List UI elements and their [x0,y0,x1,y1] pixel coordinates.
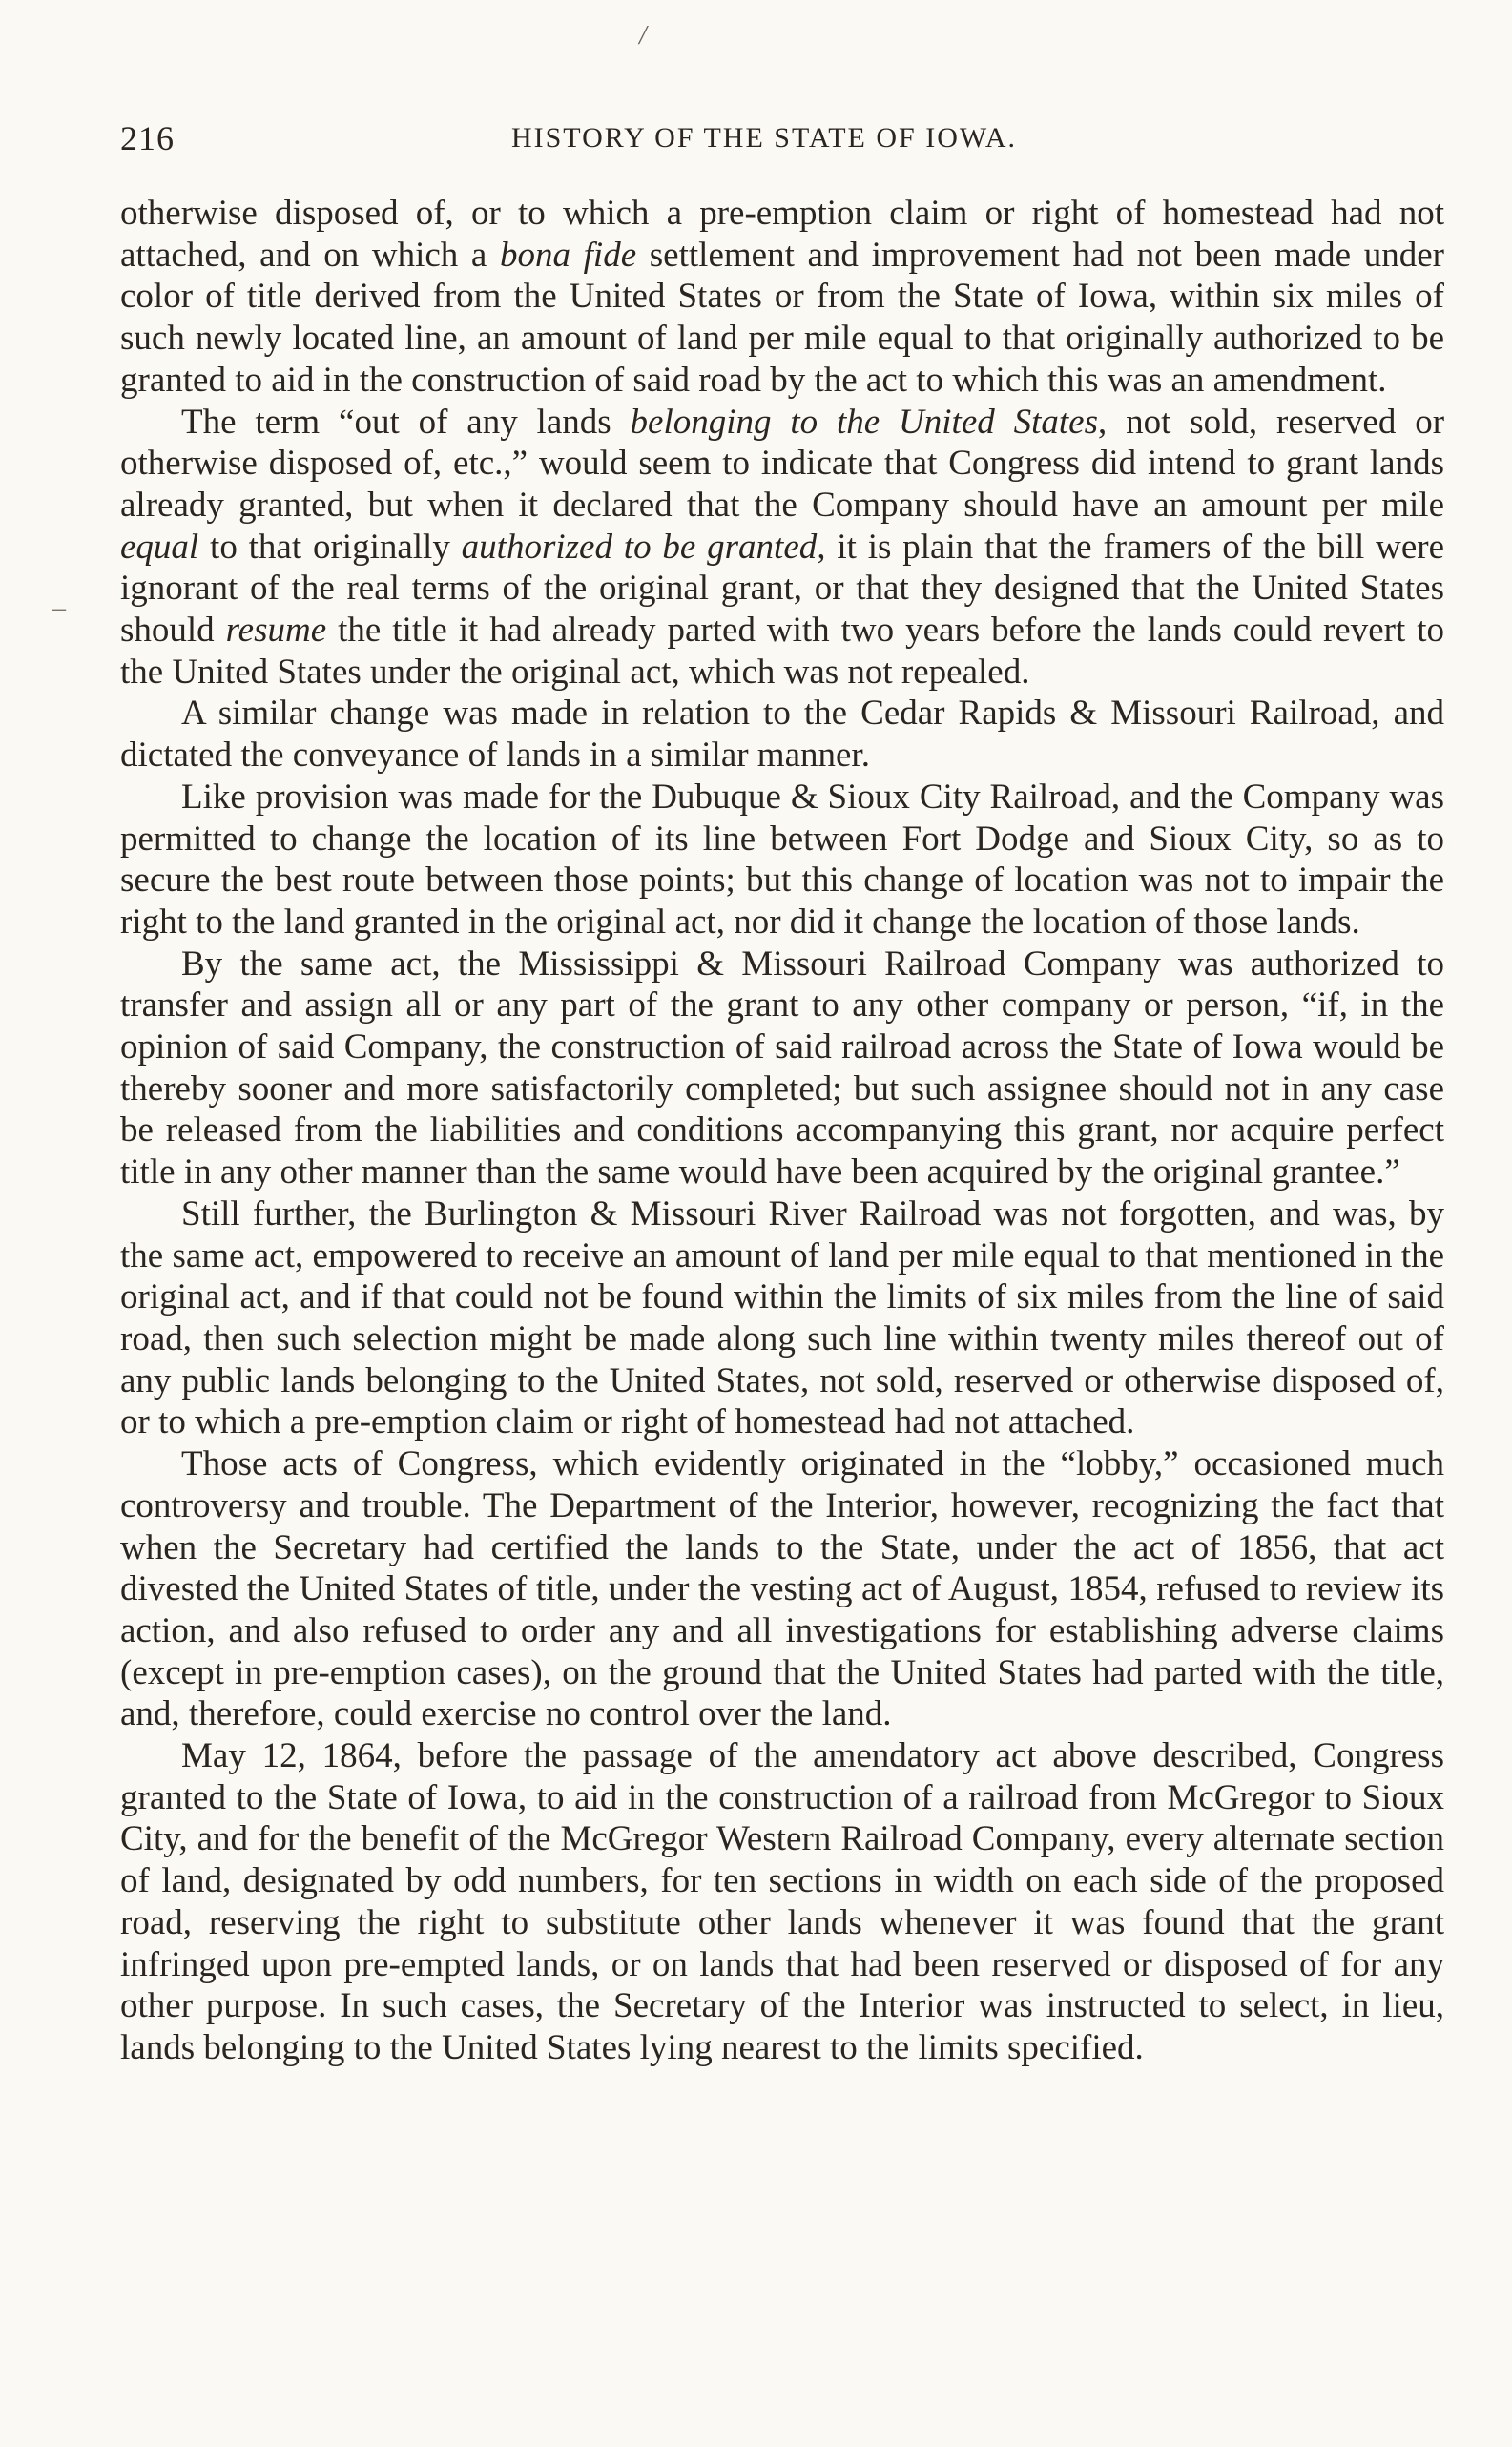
paragraph-2-italic-1: belonging to the United States [630,402,1098,442]
paragraph-2-part-1: The term “out of any lands [181,402,631,442]
paragraph-3: A similar change was made in relation to the Cedar Rapids & Missouri Railroad, and dictated the conveyance of lands in a similar manner. [120,694,1444,776]
paragraph-6: Still further, the Burlington & Missouri River Railroad was not forgotten, and was, by the same act, empowered to receive an amount of land per mile equal to that mentioned in the original act, and if that could not be found within the limits of six miles from the line of said road, then such selection might be made along such line within twenty miles thereof out of any public lands belonging to the United States, not sold, reserved or otherwise disposed of, or to which a pre-emption claim or right of homestead had not attached. [120,1193,1444,1442]
paragraph-2-part-3: to that originally [198,527,462,567]
paragraph-1-text-before-italic: otherwise disposed of, or to which a pre-emption claim or right of homestead had not attached, and on which a [120,194,1444,275]
paragraph-2-italic-2: equal [120,527,199,567]
paragraph-2-italic-4: resume [225,611,327,651]
paragraph-2-part-4: it is plain that the framers of the bill were ignorant of the real terms of the original grant, or that they designed that the United States should [120,527,1445,651]
paragraph-7: Those acts of Congress, which evidently originated in the “lobby,” occasioned much controversy and trouble. The Department of the Interior, however, recognizing the fact that when the Secretary had certified the lands to the State, under the act of 1856, that act divested the United States of title, under the vesting act of August, 1854, refused to review its action, and also refused to order any and all investigations for establishing adverse claims (except in pre-emption cases), on the ground that the United States had parted with the title, and, therefore, could exercise no control over the land. [120,1444,1444,1734]
paragraph-2-part-2: , not sold, reserved or otherwise disposed of, etc.,” would seem to indicate that Congress did intend to grant lands already granted, but when it declared that the Company should have an amount per mile [120,402,1445,525]
running-title: HISTORY OF THE STATE OF IOWA. [510,122,1018,154]
paragraph-2 [120,402,1444,694]
page-header [120,114,1408,162]
paragraph-8: May 12, 1864, before the passage of the amendatory act above described, Congress granted to the State of Iowa, to aid in the construction of a railroad from McGregor to Sioux City, and for the benefit of the McGregor Western Railroad Company, every alternate section of land, designated by odd numbers, for ten sections in width on each side of the proposed road, reserving the right to substitute other lands whenever it was found that the grant infringed upon pre-empted lands, or on lands that had been reserved or disposed of for any other purpose. In such cases, the Secretary of the Interior was instructed to select, in lieu, lands belonging to the United States lying nearest to the limits specified. [120,1736,1444,2067]
paragraph-2-part-5: the title it had already parted with two years before the lands could revert to the United States under the original act, which was not repealed. [120,611,1444,692]
stray-pencil-mark: / [639,21,647,51]
paragraph-4: Like provision was made for the Dubuque & Sioux City Railroad, and the Company was permitted to change the location of its line between Fort Dodge and Sioux City, so as to secure the best route between those points; but this change of location was not to impair the right to the land granted in the original act, nor did it change the location of those lands. [120,777,1444,942]
paragraph-1-text-after-italic: settlement and improvement had not been made under color of title derived from the United States or from the State of Iowa, within six miles of such newly located line, an amount of land per mile equal to that originally authorized to be granted to aid in the construction of said road by the act to which this was an amendment. [120,235,1444,400]
left-margin-mark: – [52,593,66,623]
paragraph-1 [120,193,1444,402]
page-body [120,193,1444,2069]
bona-fide-italic: bona fide [500,235,637,275]
paragraph-2-italic-3: authorized to be granted, [461,527,826,567]
page-number: 216 [120,119,175,157]
paragraph-5: By the same act, the Mississippi & Missouri Railroad Company was authorized to transfer and assign all or any part of the grant to any other company or person, “if, in the opinion of said Company, the construction of said railroad across the State of Iowa would be thereby sooner and more satisfactorily completed; but such assignee should not in any case be released from the liabilities and conditions accompanying this grant, nor acquire perfect title in any other manner than the same would have been acquired by the original grantee.” [120,944,1444,1192]
